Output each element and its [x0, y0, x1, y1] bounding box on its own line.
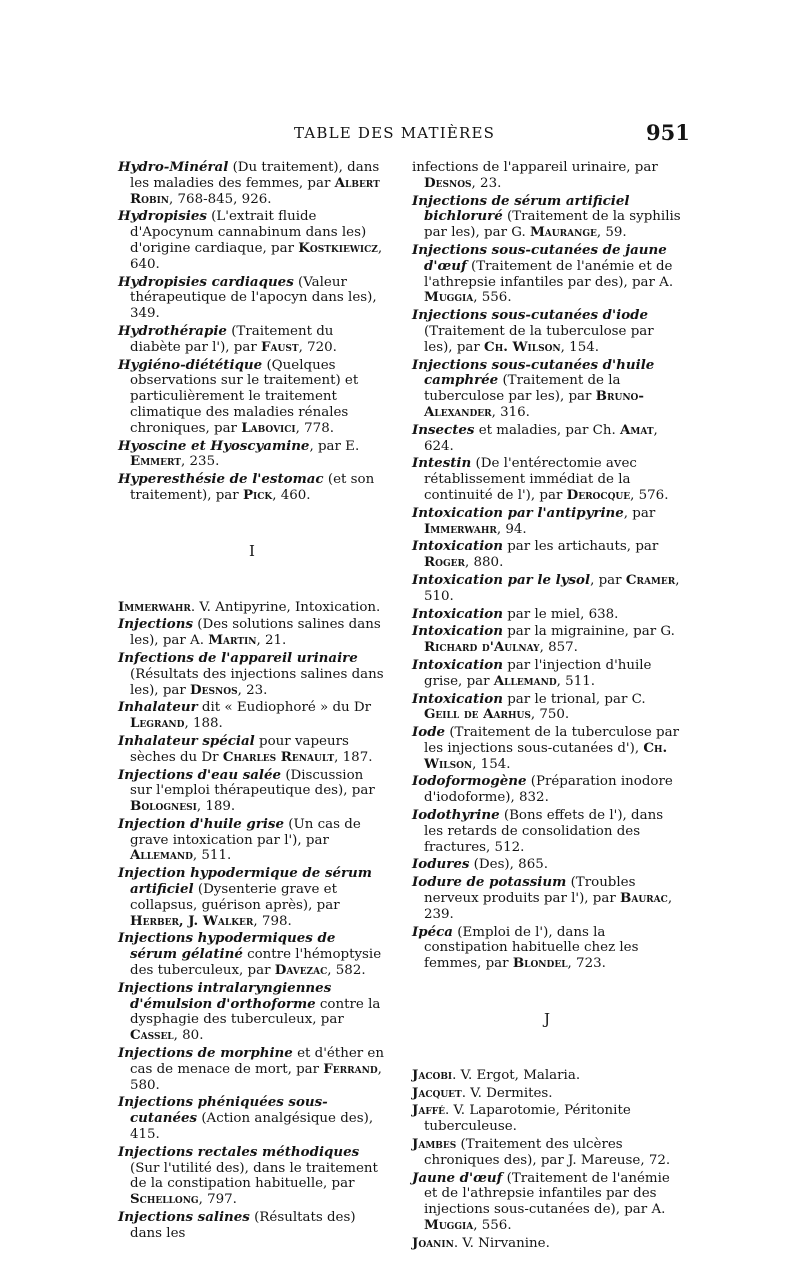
entry-text: , par E.: [309, 438, 360, 454]
entry-author: Kostkiewicz: [298, 239, 378, 256]
right-column: [412, 160, 682, 1254]
entry-author: Desnos: [424, 174, 472, 191]
entry-tail: (Traitement des ulcères chroniques des), par J. Mareuse, 72.: [424, 1137, 671, 1168]
index-entry: [412, 160, 682, 192]
entry-author: Albert Robin: [130, 174, 380, 207]
entry-text: (Sur l'utilité des), dans le traitement de la constipation habituelle, par: [130, 1160, 378, 1192]
index-term: Injections phéniquées sous-cutanées: [118, 1094, 328, 1127]
index-term: Injection d'huile grise: [118, 815, 284, 832]
index-entry: [412, 808, 682, 855]
entries-i-continued: [412, 160, 682, 972]
entry-tail: , 154.: [472, 756, 511, 772]
entry-text: dit « Eudiophoré » du Dr: [197, 700, 372, 716]
entry-tail: , 582.: [327, 963, 366, 979]
entry-author: Davezac: [274, 962, 328, 979]
index-entry: [118, 600, 386, 616]
entry-tail: , 94.: [496, 521, 527, 537]
index-entry: [412, 925, 682, 972]
entry-tail: , 723.: [567, 956, 606, 972]
entry-author: Jaffé: [412, 1102, 445, 1119]
entry-author: Allemand: [130, 847, 193, 864]
index-entry: [118, 209, 386, 272]
entry-tail: , 857.: [539, 640, 578, 656]
entry-text: pour vapeurs sèches du Dr: [130, 733, 349, 765]
index-term: Hydro-Minéral: [118, 159, 229, 175]
entry-text: et d'éther en cas de menace de mort, par: [130, 1046, 384, 1077]
index-entry: [412, 857, 682, 873]
index-entry: [118, 866, 386, 929]
entry-author: Immerwahr: [118, 598, 191, 615]
index-term: Injections: [118, 616, 193, 633]
entries-h: [118, 160, 386, 504]
entry-tail: , 720.: [298, 339, 337, 355]
index-entry: [118, 817, 386, 864]
entry-author: Martin: [208, 632, 257, 649]
index-term: Injections d'eau salée: [118, 766, 282, 783]
index-term: Jaune d'œuf: [412, 1169, 503, 1186]
index-entry: [412, 1103, 682, 1135]
section-letter-i: I: [249, 541, 255, 560]
index-term: Intoxication: [412, 656, 503, 673]
entry-text: (Préparation inodore d'iodoforme), 832.: [424, 774, 673, 806]
entry-author: Blondel: [512, 955, 568, 972]
entry-text: (Emploi de l'), dans la constipation habituelle chez les femmes, par: [424, 924, 639, 972]
entry-text: (Traitement du diabète par l'), par: [130, 323, 334, 355]
index-entry: [412, 423, 682, 455]
entry-author: Legrand: [130, 715, 185, 732]
entry-text: (Dysenterie grave et collapsus, guérison après), par: [130, 882, 340, 913]
section-letter-j: J: [543, 1010, 550, 1029]
index-term: Iodoformogène: [412, 773, 527, 790]
index-entry: [412, 506, 682, 538]
index-entry: [412, 607, 682, 623]
entry-text: (Des), 865.: [469, 857, 548, 873]
index-entry: [118, 617, 386, 649]
index-term: Intoxication: [412, 605, 503, 622]
index-term: Ipéca: [412, 923, 453, 940]
entry-tail: , 510.: [424, 572, 680, 604]
index-entry: [412, 243, 682, 306]
entry-tail: , 187.: [334, 749, 373, 765]
entry-author: Ferrand: [323, 1060, 378, 1077]
index-term: Iode: [412, 724, 446, 741]
entry-author: Bruno-Alexander: [424, 388, 644, 420]
index-entry: [412, 875, 682, 922]
entry-text: (Un cas de grave intoxication par l'), par: [130, 816, 361, 848]
entry-author: Ch. Wilson: [484, 338, 561, 355]
index-entry: [118, 472, 386, 504]
index-entry: [412, 624, 682, 656]
index-term: Injections sous-cutanées de jaune d'œuf: [412, 241, 667, 274]
entry-text: (Bons effets de l'), dans les retards de consolidation des fractures, 512.: [424, 808, 664, 855]
index-term: Intestin: [412, 455, 472, 472]
entry-tail: , 750.: [530, 707, 570, 723]
entry-author: Baurac: [620, 890, 668, 907]
index-entry: [412, 1236, 682, 1252]
entry-text: par la migrainine, par G.: [502, 624, 675, 640]
entry-text: (et son traitement), par: [130, 472, 375, 503]
entry-tail: , 556.: [473, 1218, 512, 1234]
entry-text: infections de l'appareil urinaire, par: [412, 160, 658, 175]
entry-text: , par: [590, 572, 626, 588]
entry-text: par le trional, par C.: [502, 691, 646, 707]
index-entry: [118, 768, 386, 815]
entry-tail: , 768-845, 926.: [169, 191, 272, 207]
index-term: Injections rectales méthodiques: [118, 1143, 360, 1160]
entry-text: (Résultats des injections salines dans les), par: [130, 666, 384, 698]
index-term: Intoxication: [412, 690, 503, 707]
index-term: Injections salines: [118, 1209, 250, 1226]
entry-text: par les artichauts, par: [502, 539, 659, 555]
entry-text: , par: [623, 505, 656, 521]
index-term: Injection hypodermique de sérum artificiel: [118, 865, 372, 898]
index-entry: [412, 573, 682, 605]
entry-tail: , 460.: [272, 487, 311, 503]
index-term: Intoxication par le lysol: [412, 571, 591, 588]
entry-tail: , 188.: [184, 716, 223, 732]
entry-text: (Discussion sur l'emploi thérapeutique des), par: [130, 767, 375, 799]
index-term: Injections sous-cutanées d'huile camphrée: [412, 356, 655, 389]
entry-tail: . V. Nirvanine.: [453, 1235, 550, 1251]
entry-author: Charles Renault: [222, 748, 335, 765]
index-term: Intoxication par l'antipyrine: [412, 504, 624, 521]
entry-text: contre la dysphagie des tuberculeux, par: [130, 996, 381, 1028]
entry-tail: , 189.: [196, 799, 236, 815]
index-term: Injections hypodermiques de sérum gélatiné: [118, 930, 336, 963]
entry-author: Desnos: [190, 681, 238, 698]
entry-author: Muggia: [424, 289, 474, 306]
index-term: Iodures: [412, 856, 470, 873]
entry-tail: , 880.: [465, 555, 504, 571]
page-number: 951: [646, 120, 690, 145]
entry-author: Joanin: [412, 1234, 454, 1251]
entry-author: Jacquet: [412, 1084, 462, 1101]
entry-text: et maladies, par Ch.: [474, 422, 620, 438]
entry-tail: , 21.: [256, 633, 287, 649]
entry-tail: . V. Ergot, Malaria.: [452, 1067, 581, 1083]
entry-tail: , 23.: [237, 682, 268, 698]
entry-author: Faust: [261, 338, 299, 355]
entry-author: Jacobi: [412, 1066, 453, 1083]
entry-tail: , 235.: [181, 454, 220, 470]
index-term: Injections de morphine: [118, 1045, 293, 1062]
entry-tail: , 576.: [630, 487, 669, 503]
entry-text: (Action analgésique des), 415.: [130, 1111, 374, 1143]
entry-tail: , 59.: [596, 225, 627, 241]
entry-author: Cassel: [130, 1027, 174, 1044]
index-term: Insectes: [412, 421, 475, 438]
index-entry: [118, 160, 386, 207]
index-entry: [118, 1046, 386, 1093]
index-term: Hyperesthésie de l'estomac: [118, 471, 324, 488]
index-entry: [118, 275, 386, 322]
index-term: Hyoscine et Hyoscyamine: [118, 437, 310, 454]
entry-author: Schellong: [130, 1191, 199, 1208]
index-term: Injections de sérum artificiel bichloruré: [412, 192, 630, 225]
entry-author: Allemand: [493, 672, 557, 689]
index-entry: [412, 358, 682, 421]
index-term: Injections intralaryngiennes d'émulsion d'orthoforme: [118, 979, 332, 1012]
index-term: Intoxication: [412, 623, 503, 640]
entry-text: (Troubles nerveux produits par l'), par: [424, 875, 636, 907]
entry-text: (Traitement de la tuberculose par les injections sous-cutanées d'),: [424, 725, 680, 756]
entry-tail: , 80.: [173, 1028, 204, 1044]
index-entry: [412, 308, 682, 355]
entry-tail: , 316.: [491, 404, 530, 420]
index-entry: [412, 456, 682, 503]
entry-tail: , 778.: [295, 420, 334, 436]
entry-tail: , 798.: [253, 913, 292, 929]
index-term: Iodure de potassium: [412, 874, 567, 891]
entry-author: Maurange: [529, 224, 597, 241]
index-entry: [118, 1095, 386, 1142]
index-entry: [412, 1086, 682, 1102]
entry-author: Derocque: [566, 486, 631, 503]
index-entry: [412, 194, 682, 241]
index-entry: [412, 774, 682, 806]
entry-author: Emmert: [130, 453, 182, 470]
entry-tail: . V. Antipyrine, Intoxication.: [190, 599, 381, 615]
entry-tail: , 511.: [192, 848, 232, 864]
entry-tail: , 797.: [198, 1192, 237, 1208]
index-entry: [118, 439, 386, 471]
entry-author: Cramer: [625, 571, 676, 588]
entry-text: (Traitement de l'anémie et de l'athrepsie infantiles par des), par A.: [424, 258, 674, 290]
entry-text: (Valeur thérapeutique de l'apocyn dans les), 349.: [130, 274, 377, 322]
index-entry: [412, 539, 682, 571]
index-entry: [412, 658, 682, 690]
entry-tail: , 624.: [424, 422, 658, 454]
entry-tail: , 640.: [130, 240, 383, 272]
index-entry: [412, 692, 682, 724]
index-entry: [412, 1137, 682, 1169]
index-term: Iodothyrine: [412, 807, 500, 824]
index-term: Intoxication: [412, 538, 503, 555]
index-term: Hydrothérapie: [118, 322, 227, 339]
entry-author: Roger: [424, 554, 465, 571]
entry-text: (Quelques observations sur le traitement) et particulièrement le traitement climatique des maladies rénales chroniques, par: [130, 357, 359, 436]
entry-text: par le miel, 638.: [502, 606, 619, 622]
running-title: TABLE DES MATIÈRES: [294, 124, 496, 142]
entry-text: (De l'entérectomie avec rétablissement immédiat de la continuité de l'), par: [424, 456, 637, 503]
index-entry: [412, 725, 682, 772]
entry-text: (Traitement de la tuberculose par les), par: [424, 373, 621, 405]
entry-text: (Traitement de l'anémie et de l'athrepsie infantiles par des injections sous-cutanées de), par A.: [424, 1170, 670, 1218]
index-entry: [118, 734, 386, 766]
entry-text: (Traitement de la syphilis par les), par G.: [424, 209, 681, 241]
index-term: Hydropisies cardiaques: [118, 273, 294, 290]
entry-tail: , 239.: [424, 891, 673, 922]
index-entry: [118, 358, 386, 437]
entries-i: [118, 600, 386, 1242]
index-entry: [118, 931, 386, 978]
entry-tail: , 511.: [556, 673, 595, 689]
index-entry: [118, 651, 386, 698]
entry-tail: , 556.: [473, 290, 512, 306]
left-column: [118, 160, 386, 1244]
index-entry: [118, 700, 386, 732]
index-entry: [118, 324, 386, 356]
entry-author: Jambes: [412, 1136, 457, 1153]
index-term: Inhalateur: [118, 699, 198, 716]
entry-author: Richard d'Aulnay: [424, 639, 540, 656]
entry-author: Geill de Aarhus: [424, 706, 531, 723]
entry-author: Pick: [242, 486, 273, 503]
index-entry: [118, 981, 386, 1044]
entry-author: Herber, J. Walker: [130, 912, 254, 929]
entry-text: (Résultats des) dans les: [130, 1210, 356, 1241]
entry-text: (Traitement de la tuberculose par les), par: [424, 323, 654, 355]
index-term: Hydropisies: [118, 208, 207, 225]
index-entry: [412, 1068, 682, 1084]
entry-tail: , 154.: [560, 339, 599, 355]
entry-author: Ch. Wilson: [424, 739, 668, 772]
entries-j: [412, 1068, 682, 1252]
entry-tail: , 23.: [471, 175, 502, 191]
entry-text: (Du traitement), dans les maladies des femmes, par: [130, 160, 380, 191]
index-term: Injections sous-cutanées d'iode: [412, 307, 649, 324]
index-entry: [412, 1171, 682, 1234]
entry-tail: . V. Dermites.: [461, 1085, 553, 1101]
entry-author: Immerwahr: [424, 520, 497, 537]
index-term: Hygiéno-diététique: [118, 356, 263, 373]
entry-author: Amat: [620, 421, 654, 438]
entry-text: (Des solutions salines dans les), par A.: [130, 617, 381, 649]
page-header: [0, 120, 800, 150]
index-entry: [118, 1145, 386, 1208]
index-term: Inhalateur spécial: [118, 732, 255, 749]
entry-tail: . V. Laparotomie, Péritonite tuberculeuse.: [424, 1103, 631, 1135]
entry-text: (L'extrait fluide d'Apocynum cannabinum dans les) d'origine cardiaque, par: [130, 209, 367, 256]
index-term: Infections de l'appareil urinaire: [118, 649, 358, 666]
entry-text: par l'injection d'huile grise, par: [424, 657, 652, 689]
entry-text: contre l'hémoptysie des tuberculeux, par: [130, 947, 382, 979]
entry-author: Bolognesi: [130, 798, 197, 815]
entry-tail: , 580.: [130, 1061, 382, 1093]
entry-author: Labovici: [241, 419, 296, 436]
entry-author: Muggia: [424, 1217, 474, 1234]
index-entry: [118, 1210, 386, 1242]
